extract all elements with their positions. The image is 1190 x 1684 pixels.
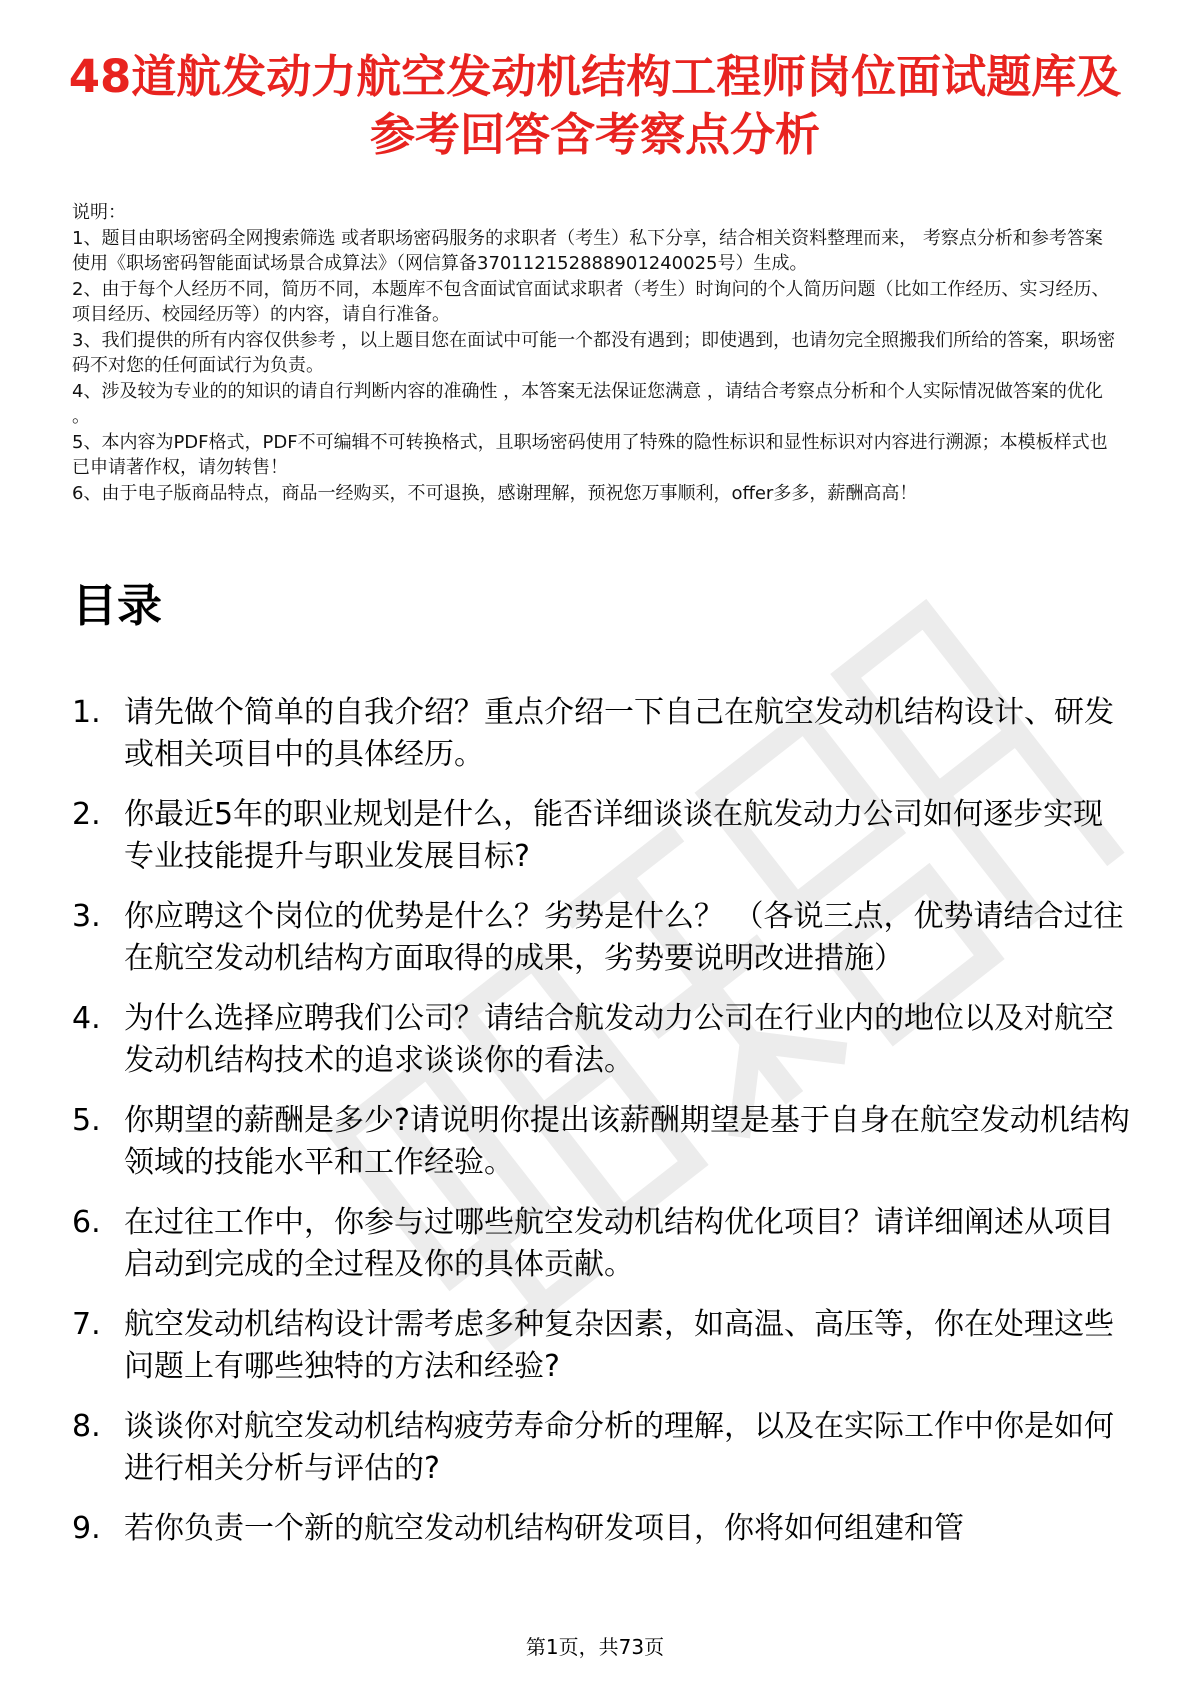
note-item: 4、涉及较为专业的的知识的请自行判断内容的准确性 ，本答案无法保证您满意 ，请结合考察点分析和个人实际情况做答案的优化 。: [72, 380, 1103, 427]
toc-item[interactable]: [72, 896, 1132, 980]
toc-item-text: 请先做个简单的自我介绍？重点介绍一下自己在航空发动机结构设计、研发或相关项目中的具体经历。: [124, 695, 1114, 772]
toc-item-number: 5.: [72, 1103, 101, 1138]
note-item: 5、本内容为PDF格式，PDF不可编辑不可转换格式，且职场密码使用了特殊的隐性标识和显性标识对内容进行溯源；本模板样式也已申请著作权，请勿转售！: [72, 431, 1108, 478]
note-item: 1、题目由职场密码全网搜索筛选 或者职场密码服务的求职者（考生）私下分享，结合相关资料整理而来， 考察点分析和参考答案使用《职场密码智能面试场景合成算法》（网信算备370112152888901240025号）生成。: [72, 227, 1103, 274]
toc-item[interactable]: [72, 1202, 1132, 1286]
toc-item-number: 1.: [72, 695, 101, 730]
toc-item[interactable]: [72, 1100, 1132, 1184]
notes-label: 说明：: [72, 202, 126, 223]
toc-item-number: 9.: [72, 1511, 101, 1546]
toc-item-number: 3.: [72, 899, 101, 934]
note-item: 2、由于每个人经历不同，简历不同，本题库不包含面试官面试求职者（考生）时询问的个人简历问题（比如工作经历、实习经历、项目经历、校园经历等）的内容，请自行准备。: [72, 278, 1110, 325]
note-item: 6、由于电子版商品特点，商品一经购买，不可退换，感谢理解，预祝您万事顺利，offer多多，薪酬高高！: [72, 482, 918, 504]
toc-item-text: 航空发动机结构设计需考虑多种复杂因素，如高温、高压等，你在处理这些问题上有哪些独特的方法和经验?: [124, 1307, 1114, 1384]
toc-item-number: 2.: [72, 797, 101, 832]
page-footer: 第1页，共73页: [525, 1635, 665, 1659]
toc-list: [72, 692, 1132, 1568]
toc-item-text: 你应聘这个岗位的优势是什么？劣势是什么？ （各说三点，优势请结合过往在航空发动机结构方面取得的成果，劣势要说明改进措施）: [124, 899, 1124, 976]
toc-item-text: 为什么选择应聘我们公司？请结合航发动力公司在行业内的地位以及对航空发动机结构技术的追求谈谈你的看法。: [124, 1001, 1114, 1078]
disclaimer-notes: [72, 200, 1120, 506]
toc-item-text: 你期望的薪酬是多少?请说明你提出该薪酬期望是基于自身在航空发动机结构领域的技能水平和工作经验。: [124, 1103, 1130, 1180]
toc-heading: 目录: [72, 579, 163, 632]
toc-item[interactable]: [72, 1304, 1132, 1388]
toc-item-number: 6.: [72, 1205, 101, 1240]
toc-item-number: 4.: [72, 1001, 101, 1036]
toc-item-text: 你最近5年的职业规划是什么，能否详细谈谈在航发动力公司如何逐步实现专业技能提升与职业发展目标?: [124, 797, 1104, 874]
toc-item[interactable]: [72, 692, 1132, 776]
toc-item-number: 7.: [72, 1307, 101, 1342]
toc-item-text: 若你负责一个新的航空发动机结构研发项目，你将如何组建和管: [124, 1511, 964, 1546]
toc-item[interactable]: [72, 998, 1132, 1082]
toc-item-text: 谈谈你对航空发动机结构疲劳寿命分析的理解，以及在实际工作中你是如何进行相关分析与评估的?: [124, 1409, 1114, 1486]
toc-item[interactable]: [72, 794, 1132, 878]
toc-item-text: 在过往工作中，你参与过哪些航空发动机结构优化项目？请详细阐述从项目启动到完成的全过程及你的具体贡献。: [124, 1205, 1114, 1282]
toc-item[interactable]: [72, 1406, 1132, 1490]
page-title: 48道航发动力航空发动机结构工程师岗位面试题库及参考回答含考察点分析: [68, 50, 1122, 161]
toc-item-number: 8.: [72, 1409, 101, 1444]
note-item: 3、我们提供的所有内容仅供参考 ，以上题目您在面试中可能一个都没有遇到；即使遇到，也请勿完全照搬我们所给的答案，职场密码不对您的任何面试行为负责。: [72, 329, 1116, 376]
toc-item[interactable]: [72, 1508, 1132, 1550]
